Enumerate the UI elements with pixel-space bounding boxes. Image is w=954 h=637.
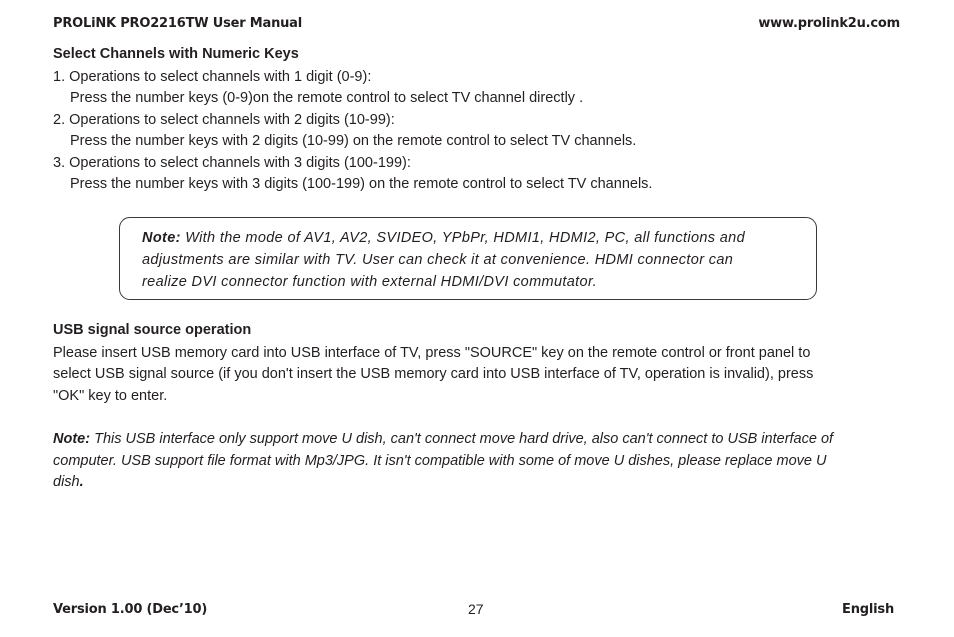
usb-note-line	[53, 430, 833, 448]
note-label: Note:	[142, 230, 181, 246]
list-item-detail: Press the number keys with 2 digits (10-99) on the remote control to select TV channels.	[70, 133, 637, 149]
section-heading-usb: USB signal source operation	[53, 322, 252, 338]
list-item-label: 1. Operations to select channels with 1 digit (0-9):	[53, 69, 372, 85]
page-number: 27	[468, 601, 484, 617]
footer-language: English	[842, 602, 894, 617]
usb-note-end: .	[79, 474, 84, 490]
usb-note-text: This USB interface only support move U dish, can't connect move hard drive, also can't connect to USB interface of	[90, 431, 834, 447]
list-item-detail: Press the number keys with 3 digits (100-199) on the remote control to select TV channels.	[70, 176, 653, 192]
paragraph-line: "OK" key to enter.	[53, 388, 168, 404]
note-text: With the mode of AV1, AV2, SVIDEO, YPbPr, HDMI1, HDMI2, PC, all functions and	[180, 230, 745, 246]
usb-note-label: Note:	[53, 431, 91, 447]
footer-version: Version 1.00 (Dec’10)	[53, 602, 208, 617]
paragraph-line: select USB signal source (if you don't insert the USB memory card into USB interface of TV, operation is invalid), press	[53, 366, 814, 382]
list-item-label: 2. Operations to select channels with 2 digits (10-99):	[53, 112, 395, 128]
usb-note-line: computer. USB support file format with Mp3/JPG. It isn't compatible with some of move U dishes, please replace move U	[53, 453, 827, 469]
note-box-line: adjustments are similar with TV. User can check it at convenience. HDMI connector can	[142, 252, 734, 268]
note-box-line	[142, 229, 745, 247]
usb-note-text: dish	[53, 474, 80, 490]
header-website: www.prolink2u.com	[758, 16, 900, 31]
usb-note-line	[53, 473, 84, 491]
section-heading-numeric-keys: Select Channels with Numeric Keys	[53, 46, 299, 62]
paragraph-line: Please insert USB memory card into USB interface of TV, press "SOURCE" key on the remote control or front panel to	[53, 345, 811, 361]
list-item-detail: Press the number keys (0-9)on the remote control to select TV channel directly .	[70, 90, 584, 106]
note-box-line: realize DVI connector function with external HDMI/DVI commutator.	[142, 274, 597, 290]
header-manual-title: PROLiNK PRO2216TW User Manual	[53, 16, 303, 31]
list-item-label: 3. Operations to select channels with 3 digits (100-199):	[53, 155, 411, 171]
